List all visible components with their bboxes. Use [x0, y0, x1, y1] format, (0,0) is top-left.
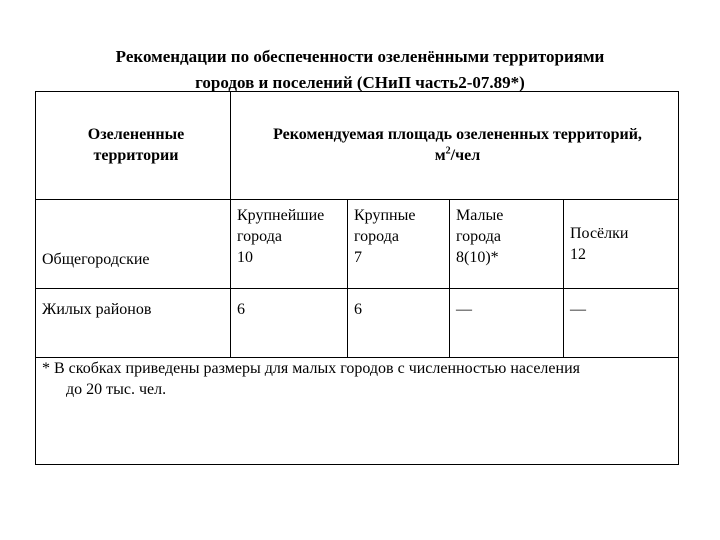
cell-largest-cities	[231, 200, 348, 289]
unit-sup: 2	[445, 145, 451, 157]
cell-value: 12	[570, 246, 586, 263]
cell-text: города	[354, 228, 399, 245]
cell-text: Посёлки	[570, 225, 629, 242]
title-line-2: городов и поселений (СНиП часть2-07.89*)	[195, 73, 525, 92]
cell-text: Малые	[456, 207, 504, 224]
unit-tail: /чел	[450, 147, 481, 164]
cell-small-cities	[450, 200, 564, 289]
footnote-line-2: до 20 тыс. чел.	[66, 381, 167, 398]
footnote-line-1: * В скобках приведены размеры для малых городов с численностью населения	[42, 360, 580, 377]
cell-settlements	[564, 200, 679, 289]
header-recommended-area	[231, 92, 679, 200]
cell-value: —	[564, 289, 679, 358]
cell-text: Крупнейшие	[237, 207, 325, 224]
cell-value: 8(10)*	[456, 249, 499, 266]
table-row	[36, 200, 679, 289]
greenery-table	[35, 91, 679, 465]
header-right-line-1: Рекомендуемая площадь озелененных территорий,	[273, 126, 642, 143]
cell-large-cities	[348, 200, 450, 289]
cell-text: Крупные	[354, 207, 416, 224]
header-left-line-2: территории	[93, 147, 179, 164]
page-title	[0, 44, 720, 96]
cell-text: города	[456, 228, 501, 245]
header-right-line-2	[237, 145, 678, 166]
title-line-1: Рекомендации по обеспеченности озеленёнными территориями	[115, 47, 605, 66]
table-header-row	[36, 92, 679, 200]
cell-value: 6	[231, 289, 348, 358]
cell-value: 7	[354, 249, 362, 266]
row-label-residential: Жилых районов	[36, 289, 231, 358]
header-left-line-1: Озелененные	[87, 126, 185, 143]
cell-value: 10	[237, 249, 253, 266]
cell-text: города	[237, 228, 282, 245]
table-note-row	[36, 358, 679, 465]
header-green-areas	[36, 92, 231, 200]
cell-value: —	[450, 289, 564, 358]
unit-m: м	[434, 147, 446, 164]
row-label-citywide: Общегородские	[36, 200, 231, 289]
footnote	[36, 358, 679, 465]
table-row	[36, 289, 679, 358]
cell-value: 6	[348, 289, 450, 358]
